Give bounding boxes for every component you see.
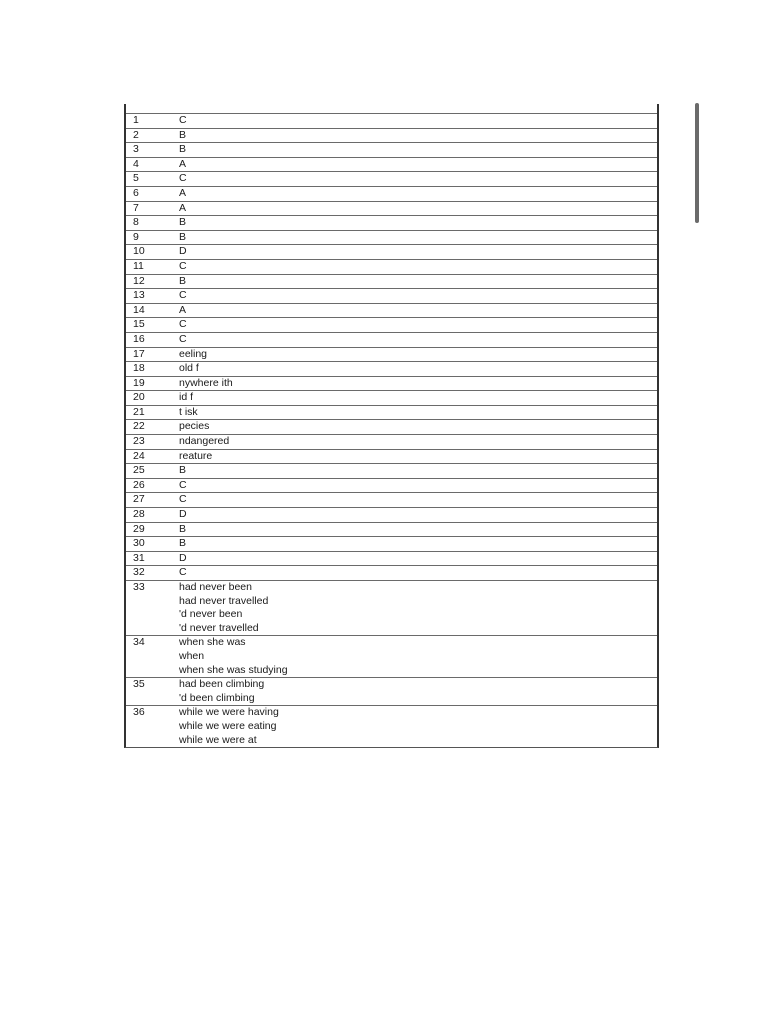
answer-text: C	[179, 332, 187, 345]
question-number: 29	[126, 522, 171, 537]
table-row	[126, 259, 657, 274]
table-row	[126, 420, 657, 435]
answer-text: while we were eating	[179, 719, 277, 732]
question-number: 26	[126, 478, 171, 493]
table-row	[126, 216, 657, 231]
answer-text: C	[179, 566, 187, 579]
answer-text: ndangered	[179, 435, 230, 448]
answer-text: when she was studying	[179, 663, 288, 676]
question-number: 28	[126, 508, 171, 523]
answer-text: B	[179, 143, 187, 156]
answer-text: C	[179, 289, 187, 302]
table-row	[126, 464, 657, 479]
answer-cell	[171, 245, 657, 260]
question-number: 5	[126, 172, 171, 187]
answer-text: 'd never been	[179, 608, 243, 621]
question-number: 31	[126, 551, 171, 566]
answer-cell	[171, 508, 657, 523]
answer-text: when	[179, 649, 205, 662]
answer-text: old f	[179, 362, 199, 375]
answer-cell	[171, 449, 657, 464]
answer-text: id f	[179, 391, 194, 404]
table-row	[126, 289, 657, 304]
answer-text: B	[179, 464, 187, 477]
answer-cell	[171, 143, 657, 158]
answer-text: A	[179, 201, 187, 214]
table-row	[126, 391, 657, 406]
table-row	[126, 706, 657, 747]
answer-text: reature	[179, 449, 213, 462]
answer-cell	[171, 216, 657, 231]
answer-cell	[171, 678, 657, 706]
answer-cell	[171, 274, 657, 289]
question-number: 17	[126, 347, 171, 362]
table-row	[126, 128, 657, 143]
question-number: 35	[126, 678, 171, 706]
answer-text: eeling	[179, 347, 208, 360]
table-row	[126, 405, 657, 420]
table-row	[126, 508, 657, 523]
answer-cell	[171, 636, 657, 678]
question-number: 12	[126, 274, 171, 289]
answer-cell	[171, 566, 657, 581]
table-row	[126, 478, 657, 493]
question-number: 27	[126, 493, 171, 508]
answer-cell	[171, 318, 657, 333]
answer-text: C	[179, 259, 187, 272]
table-row	[126, 362, 657, 377]
question-number: 14	[126, 303, 171, 318]
answer-cell	[171, 478, 657, 493]
question-number: 9	[126, 230, 171, 245]
table-row	[126, 678, 657, 706]
table-row	[126, 230, 657, 245]
answer-table-body	[126, 114, 657, 748]
answer-text: C	[179, 172, 187, 185]
answer-cell	[171, 522, 657, 537]
table-row	[126, 435, 657, 450]
answer-cell	[171, 289, 657, 304]
table-row	[126, 537, 657, 552]
table-row	[126, 143, 657, 158]
table-row	[126, 157, 657, 172]
answer-text: pecies	[179, 420, 210, 433]
answer-cell	[171, 230, 657, 245]
answer-cell	[171, 362, 657, 377]
question-number: 22	[126, 420, 171, 435]
answer-cell	[171, 537, 657, 552]
question-number: 6	[126, 186, 171, 201]
table-row	[126, 318, 657, 333]
question-number: 10	[126, 245, 171, 260]
answer-cell	[171, 157, 657, 172]
table-row	[126, 636, 657, 678]
answer-cell	[171, 128, 657, 143]
answer-cell	[171, 706, 657, 747]
question-number: 4	[126, 157, 171, 172]
answer-text: nywhere ith	[179, 376, 233, 389]
table-row	[126, 551, 657, 566]
answer-cell	[171, 114, 657, 129]
answer-text: C	[179, 478, 187, 491]
question-number: 1	[126, 114, 171, 129]
question-number: 24	[126, 449, 171, 464]
table-row	[126, 522, 657, 537]
answer-text: B	[179, 537, 187, 550]
answer-text: A	[179, 186, 187, 199]
answer-cell	[171, 347, 657, 362]
answer-text: had never travelled	[179, 594, 269, 607]
answer-text: C	[179, 318, 187, 331]
question-number: 11	[126, 259, 171, 274]
answer-key-sheet	[124, 104, 659, 748]
table-row	[126, 172, 657, 187]
answer-text: while we were having	[179, 706, 279, 719]
question-number: 7	[126, 201, 171, 216]
answer-cell	[171, 201, 657, 216]
answer-cell	[171, 303, 657, 318]
answer-text: when she was	[179, 636, 246, 649]
answer-cell	[171, 493, 657, 508]
answer-cell	[171, 376, 657, 391]
answer-cell	[171, 464, 657, 479]
question-number: 20	[126, 391, 171, 406]
table-row	[126, 347, 657, 362]
question-number: 23	[126, 435, 171, 450]
answer-text: 'd never travelled	[179, 621, 259, 634]
question-number: 21	[126, 405, 171, 420]
answer-cell	[171, 172, 657, 187]
answer-cell	[171, 435, 657, 450]
answer-text: A	[179, 303, 187, 316]
question-number: 30	[126, 537, 171, 552]
question-number: 2	[126, 128, 171, 143]
table-row	[126, 493, 657, 508]
question-number: 18	[126, 362, 171, 377]
question-number: 15	[126, 318, 171, 333]
answer-text: D	[179, 508, 187, 521]
answer-text: C	[179, 493, 187, 506]
answer-cell	[171, 420, 657, 435]
answer-cell	[171, 186, 657, 201]
scrollbar-thumb[interactable]	[695, 103, 699, 223]
question-number: 36	[126, 706, 171, 747]
question-number: 25	[126, 464, 171, 479]
table-row	[126, 376, 657, 391]
answer-cell	[171, 332, 657, 347]
question-number: 33	[126, 581, 171, 636]
answer-text: B	[179, 128, 187, 141]
table-row	[126, 201, 657, 216]
table-row	[126, 566, 657, 581]
answer-cell	[171, 405, 657, 420]
answer-text: B	[179, 522, 187, 535]
answer-text: D	[179, 551, 187, 564]
answer-cell	[171, 581, 657, 636]
question-number: 13	[126, 289, 171, 304]
answer-text: A	[179, 157, 187, 170]
table-row	[126, 332, 657, 347]
table-row	[126, 186, 657, 201]
answer-text: D	[179, 245, 187, 258]
question-number: 3	[126, 143, 171, 158]
answer-text: 'd been climbing	[179, 691, 255, 704]
table-row	[126, 303, 657, 318]
table-row	[126, 581, 657, 636]
answer-text: B	[179, 230, 187, 243]
question-number: 16	[126, 332, 171, 347]
question-number: 34	[126, 636, 171, 678]
table-row	[126, 274, 657, 289]
answer-text: had never been	[179, 581, 252, 593]
table-row	[126, 114, 657, 129]
answer-cell	[171, 391, 657, 406]
question-number: 8	[126, 216, 171, 231]
answer-text: had been climbing	[179, 678, 265, 691]
table-row	[126, 245, 657, 260]
answer-table	[126, 113, 657, 747]
answer-cell	[171, 551, 657, 566]
answer-text: B	[179, 274, 187, 287]
answer-text: t isk	[179, 405, 198, 418]
table-row	[126, 449, 657, 464]
answer-text: C	[179, 114, 187, 126]
question-number: 19	[126, 376, 171, 391]
question-number: 32	[126, 566, 171, 581]
answer-cell	[171, 259, 657, 274]
answer-text: while we were at	[179, 733, 257, 746]
answer-text: B	[179, 216, 187, 229]
